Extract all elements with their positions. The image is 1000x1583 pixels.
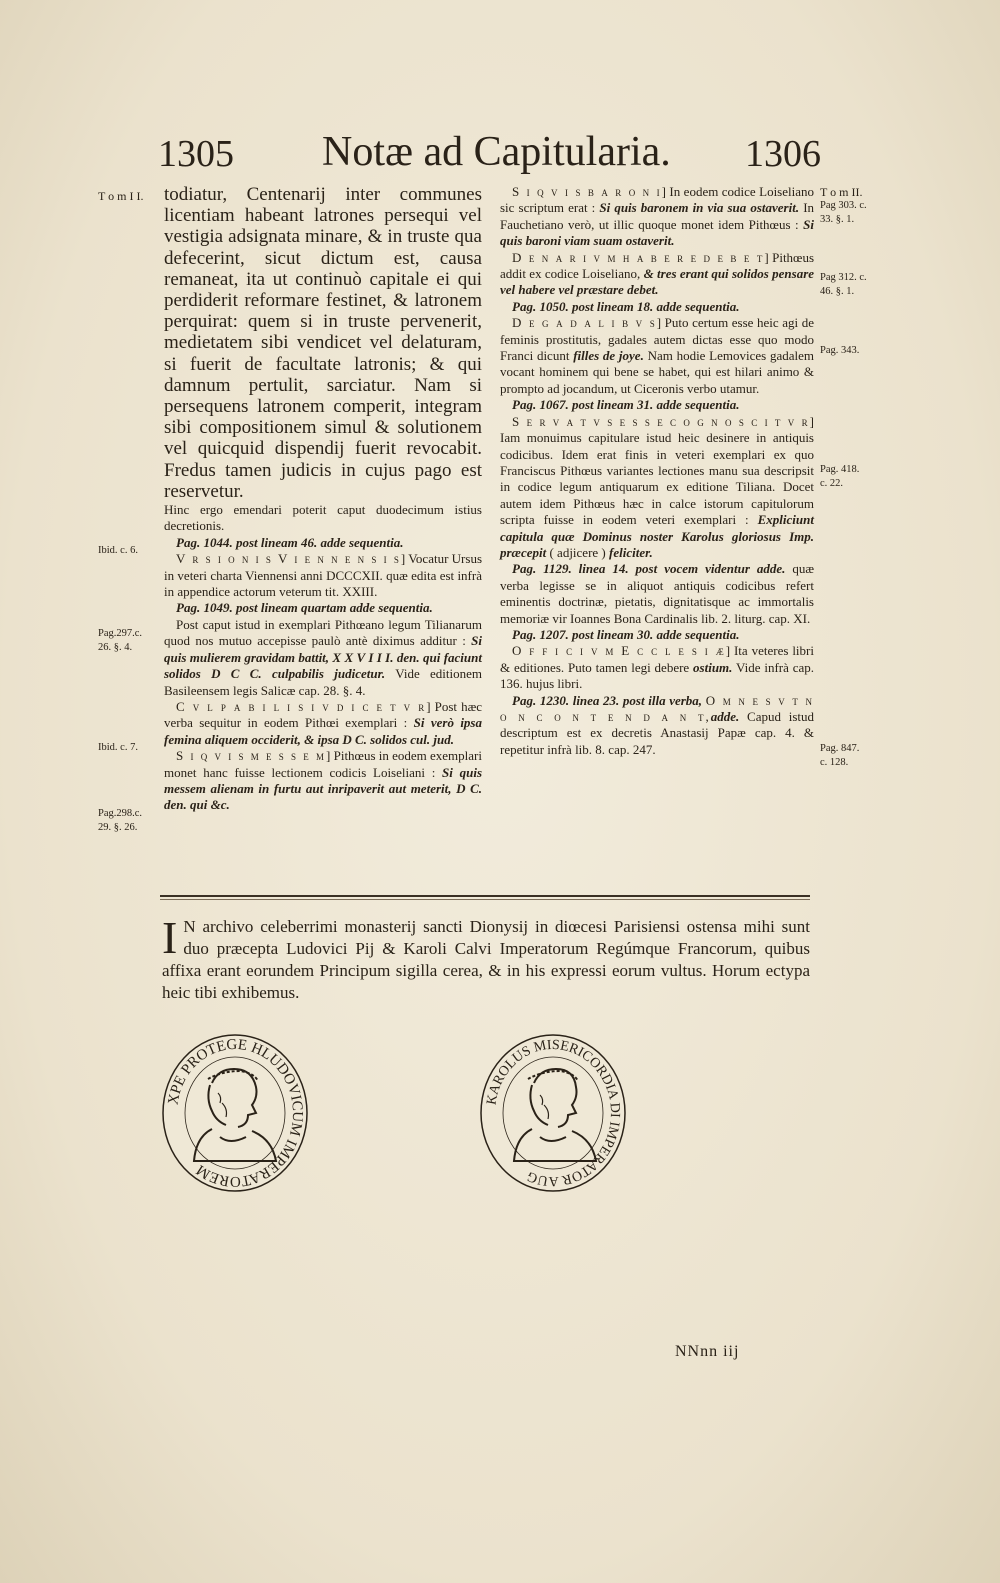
quoted-text: filles de joye. bbox=[573, 348, 644, 364]
note-paragraph bbox=[500, 250, 814, 299]
margin-note: Pag. 418. bbox=[820, 464, 860, 475]
margin-note: Ibid. c. 7. bbox=[98, 742, 138, 753]
note-paragraph bbox=[500, 315, 814, 397]
note-paragraph: Hinc ergo emendari poterit caput duodecimum istius decretionis. bbox=[164, 502, 482, 534]
seal-karolus-calvus bbox=[478, 1033, 628, 1193]
margin-note: 29. §. 26. bbox=[98, 822, 138, 833]
running-title: Notæ ad Capitularia. bbox=[322, 129, 671, 175]
quoted-text: feliciter. bbox=[609, 544, 653, 560]
note-text: quæ verba legisse se in aliquot antiquis codicibus refert eminentis doctrinæ, pietatis, dignitatisque ac immortalis memoriæ vir Ioannes Bona Cardinalis lib. 2. liturg. cap. XI. bbox=[500, 561, 815, 626]
note-text: ] Pithœus addit ex codice Loiseliano, bbox=[500, 249, 814, 282]
seal-introduction bbox=[162, 912, 810, 1004]
addenda-heading: Pag. 1129. linea 14. post vocem bbox=[512, 561, 699, 577]
lemma: V r s i o n i s V i e n n e n s i s bbox=[176, 551, 401, 567]
addenda-heading: Pag. 1230. linea 23. post illa verba, bbox=[512, 692, 703, 708]
margin-note: Pag.297.c. bbox=[98, 628, 143, 639]
law-text: todiatur, Centenarij inter communes licentiam habeant latrones persequi vel vestigia adsignata minare, & in truste qua defecerint, sicut dictum est, causa remaneat, ita ut continuò capitale ei qui perdiderit reformare festinet, & latronem perquirat: quem si in truste pervenerit, medietatem sibi vendicet vel delaturam, si fuerit de facultate latronis; & qui damnum pertulit, sarciatur. Nam si persequens latronem comperit, integram sibi compositionem simul & solutionem vel quicquid dispendij fuerit revocabit. Fredus tamen judicis in cujus pago est reservetur. bbox=[164, 184, 482, 502]
lemma: O f f i c i v m E c c l e s i æ bbox=[512, 643, 726, 659]
note-text: ] Vocatur Ursus in veteri charta Viennensi anni DCCCXII. quæ edita est infrà in appendice actorum veterum tit. XXIII. bbox=[164, 551, 483, 600]
margin-note: 46. §. 1. bbox=[820, 286, 855, 297]
quoted-text: Expliciunt capitula quæ Dominus noster Karolus gloriosus Imp. præcepit bbox=[500, 512, 814, 560]
note-text: ] Ita veteres libri & editiones. Puto tamen legi debere bbox=[500, 643, 814, 675]
note-paragraph bbox=[500, 643, 814, 692]
addenda-heading: Pag. 1050. post lineam 18. adde sequentia. bbox=[512, 298, 740, 314]
margin-note: 33. §. 1. bbox=[820, 214, 855, 225]
signature-mark: NNnn iij bbox=[675, 1343, 740, 1360]
quoted-text: ostium. bbox=[693, 659, 733, 675]
note-text: In Fauchetiano verò, ut illic quoque monet idem Pithœus : bbox=[500, 200, 815, 232]
quoted-text: Si quis baroni viam suam ostaverit. bbox=[500, 216, 815, 249]
margin-note: c. 22. bbox=[820, 478, 844, 489]
note-text: Post caput istud in exemplari Pithœano legum Tilianarum quod nos mutuo accepisse paulò antè diximus additur : bbox=[164, 616, 482, 649]
margin-note: Pag 312. c. bbox=[820, 272, 867, 283]
note-paragraph bbox=[164, 551, 482, 600]
page-number-left: 1305 bbox=[158, 133, 234, 175]
quoted-text: Si verò ipsa femina aliquem occiderit, & ipsa D C. solidos cul. jud. bbox=[164, 715, 482, 747]
margin-note: Pag 303. c. bbox=[820, 200, 867, 211]
note-text: ] In eodem codice Loiseliano sic scriptum erat : bbox=[500, 184, 815, 216]
seal-ludovicus-pius bbox=[160, 1033, 310, 1193]
note-text: ] Post hæc verba sequitur in eodem Pithœi exemplari : bbox=[164, 698, 483, 731]
addenda-heading: Pag. 1067. post lineam 31. adde sequentia. bbox=[512, 397, 740, 413]
quoted-text: videntur adde. bbox=[705, 561, 786, 577]
note-text: ] Puto certum esse heic agi de feminis prostitutis, gadales autem dictas esse quo modo Franci dicunt bbox=[500, 315, 814, 364]
lemma: S i q v i s m e s s e m bbox=[176, 748, 327, 764]
addenda-heading: Pag. 1207. post lineam 30. adde sequentia. bbox=[512, 626, 740, 642]
quoted-text: Si quis messem alienam in furtu aut inripaverit aut meterit, D C. den. qui &c. bbox=[164, 764, 483, 813]
note-paragraph bbox=[164, 748, 482, 814]
note-text: ( adjicere ) bbox=[549, 544, 606, 560]
page-number-right: 1306 bbox=[745, 133, 821, 175]
margin-note: 26. §. 4. bbox=[98, 642, 133, 653]
note-paragraph bbox=[164, 617, 482, 699]
note-text: Capud istud descriptum est ex decretis Anastasij Papæ cap. 4. & repetitur infrà lib. 8. cap. 247. bbox=[500, 709, 815, 757]
seal-legend-path: KAROLUS MISERICORDIA DI IMPERATOR AUG bbox=[484, 1037, 623, 1189]
note-paragraph bbox=[164, 699, 482, 748]
quoted-text: Si quis baronem in via sua ostaverit. bbox=[599, 200, 800, 216]
quoted-text: Si quis mulierem gravidam battit, X X V I I I. den. qui faciunt solidos D C C. culpabilis judicetur. bbox=[164, 633, 482, 682]
seal-legend-path: XPE PROTEGE HLUDOVICUM IMPERATOREM bbox=[165, 1036, 306, 1190]
quoted-text: & tres erant qui solidos pensare vel habere vel præstare debet. bbox=[500, 266, 815, 298]
quoted-text: adde. bbox=[710, 709, 740, 724]
margin-note: Pag. 343. bbox=[820, 345, 860, 356]
margin-tom-left: T o m I I. bbox=[98, 189, 144, 203]
left-column bbox=[164, 184, 482, 814]
drop-cap: I bbox=[162, 912, 178, 963]
intro-text: N archivo celeberrimi monasterij sancti Dionysij in diœcesi Parisiensi ostensa mihi sunt duo præcepta Ludovici Pij & Karoli Calvi Imperatorum Regúmque Francorum, quibus affixa erant eorundem Principum sigilla cerea, & in his expressi eorum vultus. Horum ectypa heic tibi exhibemus. bbox=[162, 917, 810, 1002]
lemma: S e r v a t v s e s s e c o g n o s c i t v r bbox=[512, 413, 810, 429]
section-rule-thin bbox=[160, 899, 810, 900]
margin-note: Pag.298.c. bbox=[98, 808, 143, 819]
lemma: O m n e s v t n o n c o n t e n d a n t, bbox=[500, 692, 815, 724]
lemma: C v l p a b i l i s i v d i c e t v r bbox=[176, 698, 427, 714]
note-paragraph bbox=[500, 184, 814, 250]
note-text: Vide editionem Basileensem legis Salicæ cap. 28. §. 4. bbox=[164, 666, 483, 698]
page-header bbox=[0, 128, 1000, 188]
note-paragraph bbox=[500, 561, 814, 627]
note-text: ] Iam monuimus capitulare istud heic desinere in antiquis codicibus. Idem erat finis in veteri exemplari ex quo Franciscus Pithœus variantes lectiones manu sua descripsit in codice legum antiquarum ex editione Tiliana. Docet autem idem Pithœus hæc in calce istorum capitulorum scripta fuisse in eodem veteri exemplari : bbox=[500, 413, 814, 528]
note-paragraph bbox=[500, 414, 814, 562]
addenda-heading: Pag. 1049. post lineam quartam adde sequentia. bbox=[176, 600, 433, 616]
note-text: ] Pithœus in eodem exemplari monet hanc fuisse lectionem codicis Loiseliani : bbox=[164, 748, 482, 780]
lemma: D e g a d a l i b v s bbox=[512, 315, 657, 331]
note-paragraph bbox=[500, 693, 814, 759]
addenda-heading: Pag. 1044. post lineam 46. adde sequentia. bbox=[176, 534, 404, 550]
margin-note: c. 128. bbox=[820, 757, 849, 768]
margin-note: Pag. 847. bbox=[820, 743, 860, 754]
note-text: Vide infrà cap. 136. hujus libri. bbox=[500, 659, 815, 692]
lemma: S i q v i s b a r o n i bbox=[512, 184, 662, 199]
section-rule bbox=[160, 895, 810, 897]
lemma: D e n a r i v m h a b e r e d e b e t bbox=[512, 249, 765, 265]
note-text: Nam hodie Lemovices gadalem vocant hominem qui bene se habet, qui est hilari animo & prompto ad jocandum, ut Ciceronis verbo utamur. bbox=[500, 348, 814, 396]
margin-tom-right: T o m II. bbox=[820, 185, 863, 199]
right-column bbox=[500, 184, 814, 758]
margin-note: Ibid. c. 6. bbox=[98, 545, 138, 556]
